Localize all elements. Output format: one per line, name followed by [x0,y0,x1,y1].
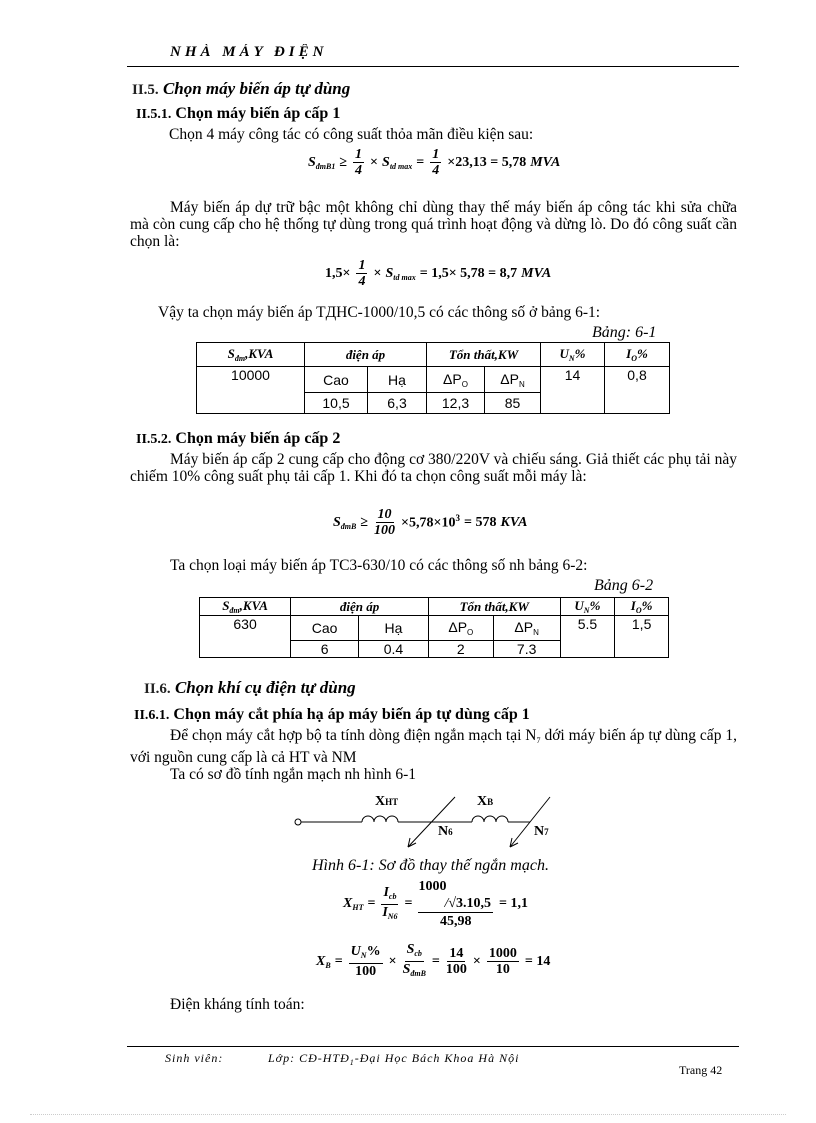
eq-symbol: $X_B$ [316,953,331,970]
section-heading [144,678,356,698]
col-header: $I_O\%$ [605,343,670,367]
eq-symbol: $S_{td max}$ [385,265,416,282]
fraction: $\frac{1}{4}$ [355,147,363,178]
paragraph: Máy biến áp dự trữ bậc một không chỉ dùng thay thế máy biến áp công tác khi sửa chữa mà còn cung cấp cho hệ thống tự dùng trong quá trình hoạt động và dừng lò. Do đó công suất cần chọn là: [130,199,737,250]
table-cell: 10000 [197,367,305,414]
paragraph: Máy biến áp cấp 2 cung cấp cho động cơ 380/220V và chiếu sáng. Giả thiết các phụ tải này chiếm 10% công suất phụ tải cấp 1. Khi đó ta chọn công suất mỗi máy là: [130,451,737,485]
table-cell: 0.4 [359,641,429,658]
fraction: $\frac{U_N\%}{100}$ [350,944,381,979]
eq-operator: = [431,953,440,969]
subsection-heading [134,706,530,724]
paragraph: Ta chọn loại máy biến áp TC3-630/10 có các thông số nh bảng 6-2: [170,557,588,574]
running-header: NHÀ MÁY ĐIỆN [170,44,328,60]
subsection-heading [136,105,340,123]
eq-symbol: $S_{td max}$ [382,154,413,171]
short-circuit-diagram [290,785,570,855]
footer-class: Lớp: $CĐ-HTĐ_1$-Đại Học Bách Khoa Hà Nội [268,1051,520,1067]
footer-rule [127,1046,739,1047]
section-title: Chọn khí cụ điện tự dùng [174,678,356,697]
eq-unit: MVA [530,154,561,170]
table-2 [199,597,669,658]
eq-symbol: $X_{HT}$ [343,896,364,912]
col-header: Tổn thất,KW [427,343,541,367]
label-xb: XB [477,794,494,809]
section-number: II.5. [132,82,159,98]
col-header: $U_N\%$ [560,598,615,616]
table-cell: 5.5 [560,616,615,658]
subsection-number: II.5.2. [136,432,172,447]
fraction: $\frac{1000}{10}$ [488,946,517,977]
paragraph: Vậy ta chọn máy biến áp TДHC-1000/10,5 có các thông số ở bảng 6-1: [158,304,601,321]
inductor-xht [362,816,398,822]
terminal-node [295,819,301,825]
col-header: Tổn thất,KW [428,598,560,616]
page-edge [30,1114,786,1115]
eq-value: = 578 [464,514,497,530]
eq-unit: MVA [521,265,552,281]
subsection-title: Chọn máy biến áp cấp 1 [175,105,341,122]
eq-operator: ≥ [360,514,369,530]
eq-operator: × [388,953,397,969]
eq-value: ×23,13 = 5,78 [447,154,527,170]
eq-operator: = [334,953,343,969]
table-cell: $\Delta P_N$ [493,616,560,641]
table-cell: 630 [200,616,291,658]
fraction: $\frac{S_{cb}}{S_{đmB}}$ [402,942,426,978]
label-xht: XHT [375,794,399,809]
table-caption: Bảng 6-2 [594,577,654,594]
label-n7: N7 [534,824,549,839]
table-cell: 6 [291,641,359,658]
table-cell: Cao [305,367,368,393]
col-header: điện áp [291,598,429,616]
eq-operator: × [373,265,382,281]
equation-4 [343,878,528,930]
subsection-number: II.6.1. [134,708,170,723]
col-header: $U_N\%$ [541,343,605,367]
table-cell: $\Delta P_O$ [428,616,493,641]
col-header: $S_{đm},KVA$ [197,343,305,367]
fraction: $\frac{10}{100}$ [374,507,396,538]
table-cell: 12,3 [427,393,485,414]
eq-operator: = [404,896,413,911]
table-cell: Hạ [359,616,429,641]
table-cell: $\Delta P_O$ [427,367,485,393]
equation-2 [325,258,551,289]
table-1 [196,342,670,414]
fraction: $\frac{1}{4}$ [358,258,366,289]
fraction-compound: 1000 /√3.10,5 45,98 [418,879,492,929]
eq-operator: = [367,896,376,911]
label-n6: N6 [438,824,453,839]
table-cell: 10,5 [305,393,368,414]
eq-value: = 1,1 [499,896,528,911]
inductor-xb [472,816,508,822]
subsection-title: Chọn máy biến áp cấp 2 [175,430,341,447]
section-title: Chọn máy biến áp tự dùng [162,79,351,98]
equation-5 [316,942,550,981]
table-cell: $\Delta P_N$ [485,367,541,393]
eq-symbol: $S_{đmB}$ [333,514,357,531]
equation-3 [333,507,527,538]
header-rule [127,66,739,67]
table-cell: Cao [291,616,359,641]
eq-operator: = [416,154,425,170]
subsection-heading [136,430,340,448]
eq-symbol: $S_{đmB1}$ [308,154,336,171]
table-caption: Bảng: 6-1 [592,324,657,341]
table-cell: 14 [541,367,605,414]
col-header: điện áp [305,343,427,367]
eq-value: = 1,5× 5,78 = 8,7 [419,265,518,281]
paragraph: Điện kháng tính toán: [170,996,305,1013]
col-header: $I_O\%$ [615,598,669,616]
figure-caption: Hình 6-1: Sơ đồ thay thế ngắn mạch. [312,857,549,874]
table-cell: Hạ [368,367,427,393]
eq-value: $\times 5,78\times 10^3$ [401,513,461,531]
section-number: II.6. [144,681,171,697]
fraction: $\frac{14}{100}$ [445,946,467,977]
table-cell: 0,8 [605,367,670,414]
page-number: Trang 42 [679,1063,723,1077]
paragraph: Chọn 4 máy công tác có công suất thỏa mãn điều kiện sau: [169,126,534,143]
table-cell: 6,3 [368,393,427,414]
footer-student: Sinh viên: [165,1051,224,1065]
table-cell: 1,5 [615,616,669,658]
eq-operator: × [472,953,481,969]
eq-value: = 14 [524,953,551,969]
section-heading [132,79,350,99]
col-header: $S_{đm},KVA$ [200,598,291,616]
paragraph: Để chọn máy cắt hợp bộ ta tính dòng điện ngắn mạch tại $N_7$ dới máy biến áp tự dùng cấp 1, với nguồn cung cấp là cả HT và NM [130,727,737,766]
fraction: $\frac{I_{cb}}{I_{N6}}$ [382,884,398,921]
eq-value: 1,5× [325,265,351,281]
table-cell: 2 [428,641,493,658]
fraction: $\frac{1}{4}$ [432,147,440,178]
subsection-number: II.5.1. [136,107,172,122]
equation-1 [308,147,560,178]
eq-operator: × [370,154,379,170]
table-cell: 7.3 [493,641,560,658]
eq-operator: ≥ [339,154,348,170]
table-cell: 85 [485,393,541,414]
eq-unit: KVA [500,514,528,530]
paragraph: Ta có sơ đồ tính ngắn mạch nh hình 6-1 [170,766,417,783]
subsection-title: Chọn máy cắt phía hạ áp máy biến áp tự dùng cấp 1 [173,706,530,723]
